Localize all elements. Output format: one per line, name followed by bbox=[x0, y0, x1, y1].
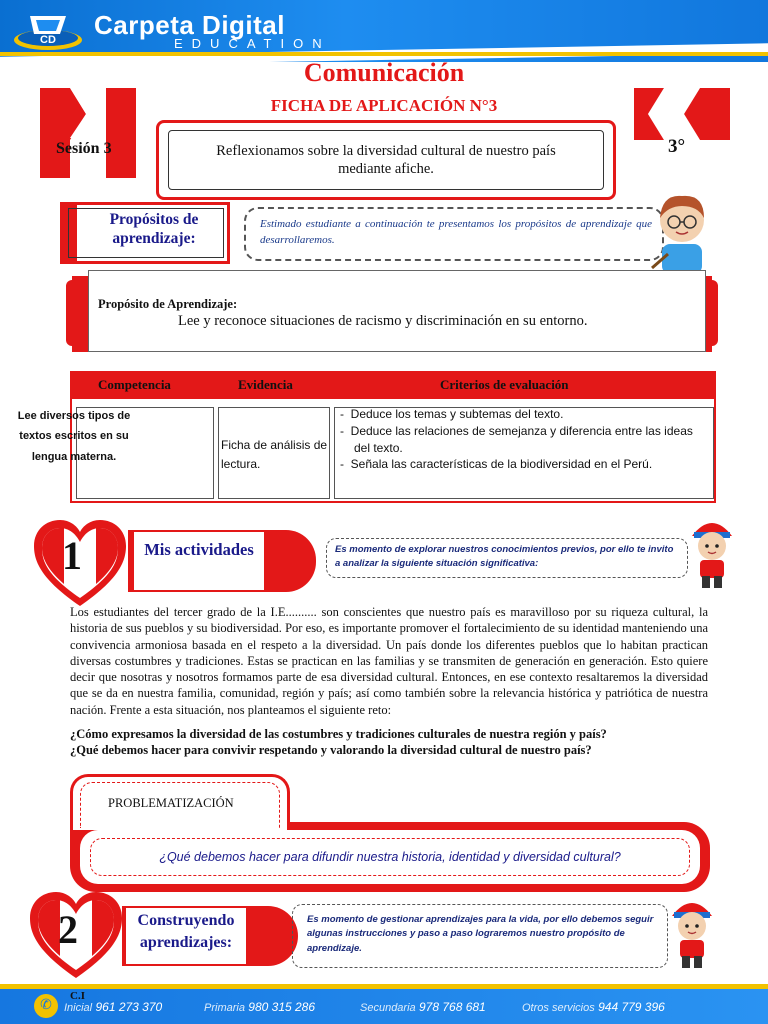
section2-number: 2 bbox=[58, 907, 78, 952]
problem-question-text: ¿Qué debemos hacer para difundir nuestra historia, identidad y diversidad cultural? bbox=[159, 850, 621, 864]
section2-note: Es momento de gestionar aprendizajes para la vida, por ello debemos seguir algunas instrucciones y paso a paso lograremos nuestro propósito de aprendizaje. bbox=[307, 914, 654, 954]
purpose-text: Lee y reconoce situaciones de racismo y discriminación en su entorno. bbox=[178, 313, 588, 329]
brand-subtitle: EDUCATION bbox=[174, 36, 331, 51]
topic-text: Reflexionamos sobre la diversidad cultural de nuestro país mediante afiche. bbox=[216, 142, 556, 177]
problem-question bbox=[90, 838, 690, 876]
section2-note-bubble bbox=[292, 904, 668, 968]
footer-bar bbox=[0, 984, 768, 1024]
purposes-intro-bubble bbox=[244, 207, 664, 261]
section1-number: 1 bbox=[62, 533, 82, 578]
section1-title: Mis actividades bbox=[144, 540, 254, 559]
brand-title: Carpeta Digital bbox=[94, 10, 285, 40]
sheet-title: FICHA DE APLICACIÓN N°3 bbox=[270, 96, 498, 115]
peru-flag-right-icon bbox=[634, 88, 730, 178]
grade-label: 3° bbox=[668, 136, 686, 157]
section2-title: Construyendo aprendizajes: bbox=[137, 912, 235, 952]
section1-note-bubble bbox=[326, 538, 688, 578]
list-item: - Deduce los temas y subtemas del texto. bbox=[340, 407, 564, 421]
logo-letters: CD bbox=[40, 34, 56, 46]
header-competencia: Competencia bbox=[98, 377, 171, 392]
student-character-icon bbox=[664, 890, 720, 970]
purposes-intro-text: Estimado estudiante a continuación te presentamos los propósitos de aprendizaje que desarrollaremos. bbox=[260, 218, 652, 246]
evidencia-text: Ficha de análisis de lectura. bbox=[221, 438, 328, 471]
topic-box bbox=[168, 130, 604, 190]
problem-label: PROBLEMATIZACIÓN bbox=[108, 796, 234, 810]
question-2: ¿Qué debemos hacer para convivir respetando y valorando la diversidad cultural de nuestro país? bbox=[70, 743, 592, 758]
purposes-title: Propósitos de aprendizaje: bbox=[109, 211, 199, 248]
competencia-text: Lee diversos tipos de textos escritos en su lengua materna. bbox=[17, 410, 131, 463]
student-character-icon bbox=[684, 510, 740, 590]
section1-note: Es momento de explorar nuestros conocimientos previos, por ello te invito a analizar la siguiente situación significativa: bbox=[335, 544, 674, 570]
purpose-label: Propósito de Aprendizaje: bbox=[98, 297, 238, 311]
footer-contact-inicial: Inicial 961 273 370 bbox=[64, 1000, 163, 1014]
footer-ce-label: C.I bbox=[70, 990, 85, 1002]
header-criterios: Criterios de evaluación bbox=[440, 377, 569, 392]
situation-questions bbox=[70, 726, 708, 759]
list-item: - Deduce las relaciones de semejanza y diferencia entre las ideas del texto. bbox=[340, 423, 693, 455]
subject-title: Comunicación bbox=[303, 58, 465, 87]
list-item: - Señala las características de la biodiversidad en el Perú. bbox=[340, 457, 653, 472]
logo-icon bbox=[12, 12, 86, 52]
question-1: ¿Cómo expresamos la diversidad de las costumbres y tradiciones culturales de nuestra región y país? bbox=[70, 727, 607, 741]
table-header-row bbox=[72, 373, 714, 399]
situation-paragraph: Los estudiantes del tercer grado de la I.E.......... son conscientes que nuestro país es maravilloso por su riqueza cultural, la historia de sus pueblos y su biodiversidad. Por eso, es importante promover el fortalecimiento de su identidad manteniendo una convivencia armoniosa basada en el respeto a la diversidad. Un país donde los diferentes pueblos que lo habitan practican diversas costumbres y tradiciones. Estas se practican en las familias y se transmiten de generación en generación. Esto quiere decir que nosotras y nosotros formamos parte de esa diversidad cultural. Entonces, en ese contexto resaltaremos la diversidad que se da en nuestra familia, comunidad, región y país; así como también sobre la relevancia histórica y patriótica de nuestra nación. Frente a esta situación, nos planteamos el siguiente reto: bbox=[70, 605, 708, 717]
header-evidencia: Evidencia bbox=[238, 377, 293, 392]
footer-contact-secundaria: Secundaria 978 768 681 bbox=[360, 1000, 486, 1014]
session-label: Sesión 3 bbox=[56, 140, 112, 157]
teacher-character-icon bbox=[648, 188, 716, 276]
phone-icon: ✆ bbox=[34, 994, 58, 1018]
criterios-list bbox=[340, 406, 712, 473]
footer-contact-primaria: Primaria 980 315 286 bbox=[204, 1000, 316, 1014]
footer-contact-otros: Otros servicios 944 779 396 bbox=[522, 1000, 665, 1014]
peru-flag-left-icon bbox=[40, 88, 136, 178]
